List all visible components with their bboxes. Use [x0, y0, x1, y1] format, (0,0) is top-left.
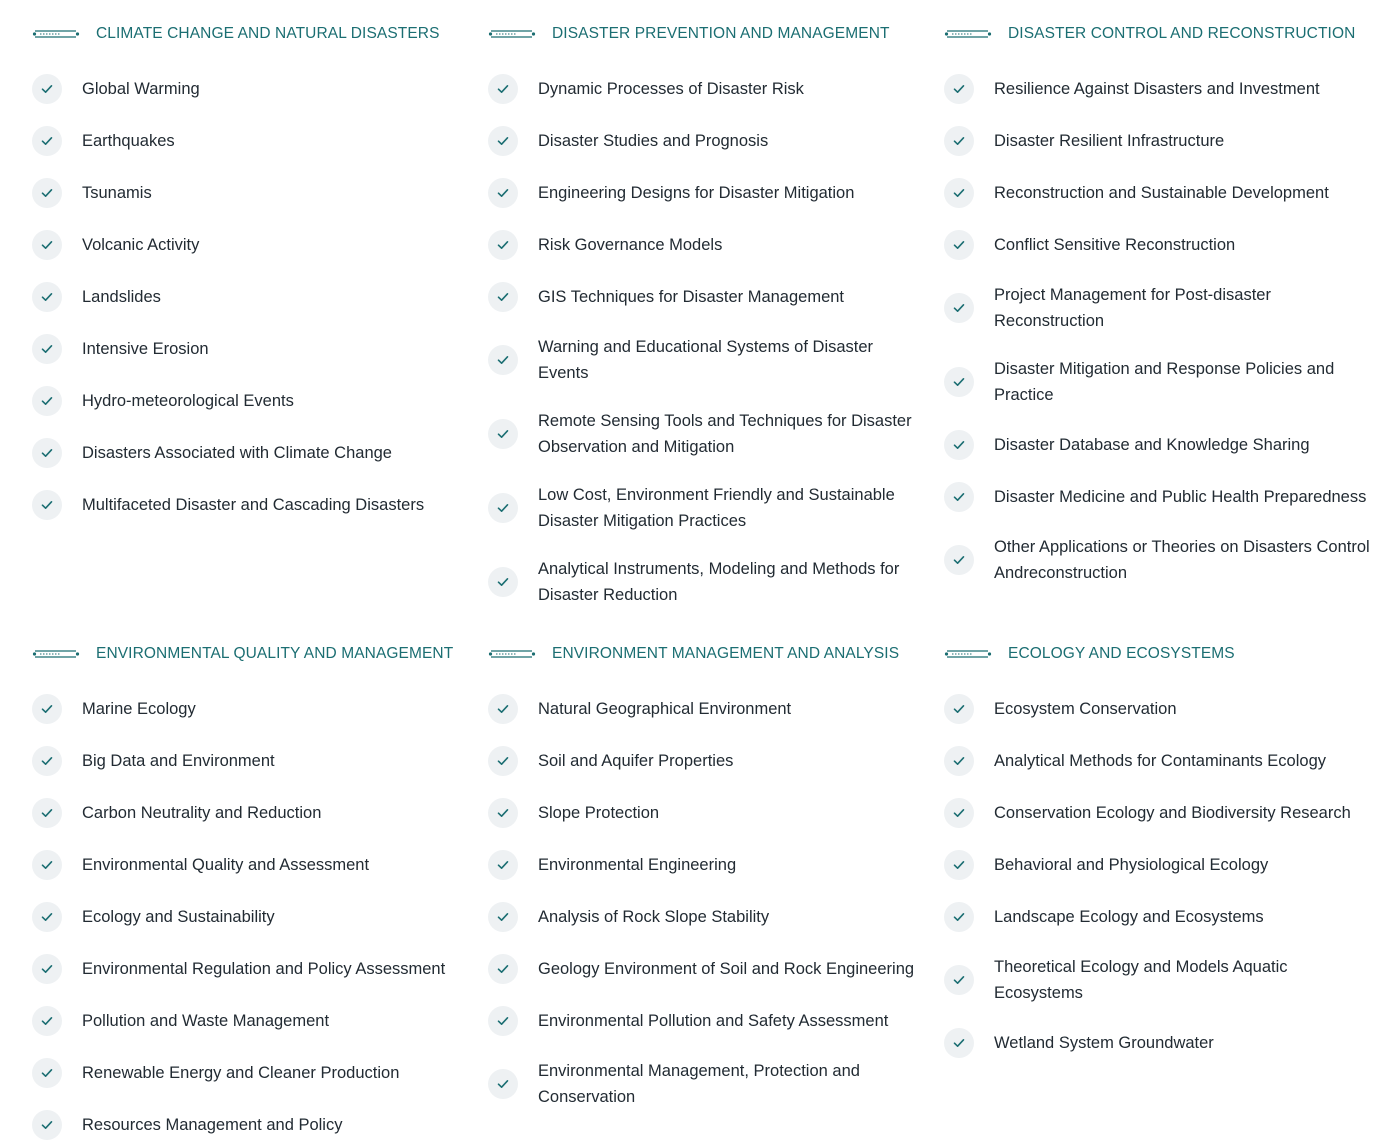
checkmark-icon [32, 438, 62, 468]
list-item-label: Analytical Methods for Contaminants Ecology [994, 752, 1326, 770]
list-item-label: Disaster Mitigation and Response Policies and Practice [994, 360, 1335, 404]
list-item [944, 1028, 1375, 1058]
list-item-label: Project Management for Post-disaster Reconstruction [994, 286, 1271, 330]
topic-section [488, 0, 944, 620]
list-item-label: Ecosystem Conservation [994, 700, 1177, 718]
circuit-line-icon [32, 646, 80, 662]
section-header [944, 642, 1375, 666]
list-item [488, 902, 944, 932]
list-item [488, 178, 944, 208]
checkmark-icon [944, 230, 974, 260]
checkmark-icon [944, 482, 974, 512]
list-item-label: Disasters Associated with Climate Change [82, 444, 392, 462]
checkmark-icon [944, 694, 974, 724]
checkmark-icon [488, 694, 518, 724]
checkmark-icon [32, 798, 62, 828]
list-item [32, 798, 488, 828]
list-item-label: Natural Geographical Environment [538, 700, 792, 718]
list-item-label: Volcanic Activity [82, 236, 200, 254]
section-title: ENVIRONMENTAL QUALITY AND MANAGEMENT [96, 645, 454, 662]
list-item-label: Disaster Medicine and Public Health Preparedness [994, 488, 1367, 506]
list-item-label: Conflict Sensitive Reconstruction [994, 236, 1236, 254]
list-item-label: Disaster Studies and Prognosis [538, 132, 769, 150]
list-item [488, 230, 944, 260]
list-item-label: Soil and Aquifer Properties [538, 752, 734, 770]
checkmark-icon [32, 1058, 62, 1088]
circuit-line-icon [944, 26, 992, 42]
checkmark-icon [32, 126, 62, 156]
section-header [488, 22, 944, 46]
list-item-label: Wetland System Groundwater [994, 1034, 1214, 1052]
list-item-label: Behavioral and Physiological Ecology [994, 856, 1269, 874]
list-item [944, 282, 1375, 334]
list-item [944, 482, 1375, 512]
list-item-label: Multifaceted Disaster and Cascading Disasters [82, 496, 425, 514]
list-item-label: Landscape Ecology and Ecosystems [994, 908, 1264, 926]
list-item [944, 850, 1375, 880]
list-item-label: Global Warming [82, 80, 200, 98]
section-title: ECOLOGY AND ECOSYSTEMS [1008, 645, 1235, 662]
list-item [944, 694, 1375, 724]
list-item [32, 1006, 488, 1036]
list-item [944, 798, 1375, 828]
checkmark-icon [944, 178, 974, 208]
topic-list [944, 694, 1375, 1058]
checkmark-icon [488, 798, 518, 828]
checkmark-icon [488, 126, 518, 156]
list-item [944, 126, 1375, 156]
list-item [32, 386, 488, 416]
list-item [944, 746, 1375, 776]
checkmark-icon [488, 567, 518, 597]
list-item-label: Dynamic Processes of Disaster Risk [538, 80, 804, 98]
list-item-label: Landslides [82, 288, 161, 306]
topic-section [32, 0, 488, 620]
checkmark-icon [488, 230, 518, 260]
list-item [944, 534, 1375, 586]
list-item [32, 126, 488, 156]
checkmark-icon [32, 1110, 62, 1140]
list-item-label: Remote Sensing Tools and Techniques for Disaster Observation and Mitigation [538, 412, 912, 456]
list-item-label: Environmental Quality and Assessment [82, 856, 370, 874]
list-item [944, 954, 1375, 1006]
list-item [944, 230, 1375, 260]
list-item [488, 126, 944, 156]
list-item [944, 178, 1375, 208]
list-item [32, 178, 488, 208]
list-item-label: Geology Environment of Soil and Rock Engineering [538, 960, 915, 978]
list-item-label: Big Data and Environment [82, 752, 275, 770]
list-item-label: Hydro-meteorological Events [82, 392, 294, 410]
list-item-label: Theoretical Ecology and Models Aquatic Ecosystems [994, 958, 1288, 1002]
checkmark-icon [944, 126, 974, 156]
list-item [32, 1058, 488, 1088]
topic-list [488, 74, 944, 608]
section-title: CLIMATE CHANGE AND NATURAL DISASTERS [96, 25, 440, 42]
topic-section [944, 0, 1375, 620]
list-item [488, 408, 944, 460]
list-item-label: Renewable Energy and Cleaner Production [82, 1064, 400, 1082]
list-item-label: Pollution and Waste Management [82, 1012, 330, 1030]
topic-section [944, 620, 1375, 1137]
checkmark-icon [944, 965, 974, 995]
list-item [944, 902, 1375, 932]
list-item [32, 902, 488, 932]
list-item-label: Tsunamis [82, 184, 152, 202]
list-item-label: Resources Management and Policy [82, 1116, 343, 1134]
list-item-label: Conservation Ecology and Biodiversity Research [994, 804, 1351, 822]
checkmark-icon [488, 902, 518, 932]
checkmark-icon [488, 282, 518, 312]
list-item-label: Environmental Pollution and Safety Assessment [538, 1012, 889, 1030]
checkmark-icon [488, 850, 518, 880]
list-item-label: Risk Governance Models [538, 236, 723, 254]
list-item [32, 1110, 488, 1140]
topic-list [32, 694, 488, 1140]
list-item-label: Environmental Regulation and Policy Assessment [82, 960, 446, 978]
checkmark-icon [32, 230, 62, 260]
topic-list [32, 74, 488, 520]
list-item-label: GIS Techniques for Disaster Management [538, 288, 845, 306]
list-item-label: Environmental Management, Protection and Conservation [538, 1062, 860, 1106]
list-item [32, 850, 488, 880]
list-item-label: Reconstruction and Sustainable Development [994, 184, 1329, 202]
list-item-label: Earthquakes [82, 132, 175, 150]
list-item [32, 334, 488, 364]
circuit-line-icon [32, 26, 80, 42]
list-item-label: Slope Protection [538, 804, 660, 822]
checkmark-icon [32, 74, 62, 104]
checkmark-icon [944, 430, 974, 460]
checkmark-icon [32, 850, 62, 880]
list-item [488, 694, 944, 724]
topic-section [488, 620, 944, 1137]
checkmark-icon [944, 746, 974, 776]
checkmark-icon [488, 178, 518, 208]
section-header [32, 642, 488, 666]
topic-list [944, 74, 1375, 586]
checkmark-icon [944, 850, 974, 880]
list-item [32, 282, 488, 312]
topic-list [488, 694, 944, 1110]
circuit-line-icon [944, 646, 992, 662]
list-item [32, 230, 488, 260]
checkmark-icon [32, 178, 62, 208]
list-item [488, 850, 944, 880]
checkmark-icon [32, 386, 62, 416]
checkmark-icon [944, 545, 974, 575]
list-item-label: Marine Ecology [82, 700, 196, 718]
list-item [944, 430, 1375, 460]
list-item-label: Environmental Engineering [538, 856, 737, 874]
list-item-label: Low Cost, Environment Friendly and Sustainable Disaster Mitigation Practices [538, 486, 895, 530]
circuit-line-icon [488, 26, 536, 42]
list-item [32, 694, 488, 724]
checkmark-icon [32, 490, 62, 520]
checkmark-icon [32, 954, 62, 984]
list-item [944, 356, 1375, 408]
list-item-label: Disaster Resilient Infrastructure [994, 132, 1225, 150]
list-item [488, 74, 944, 104]
checkmark-icon [32, 334, 62, 364]
list-item [488, 798, 944, 828]
list-item-label: Ecology and Sustainability [82, 908, 275, 926]
list-item [32, 438, 488, 468]
list-item [32, 746, 488, 776]
list-item [488, 556, 944, 608]
checkmark-icon [488, 419, 518, 449]
checkmark-icon [488, 1069, 518, 1099]
list-item [32, 74, 488, 104]
list-item [488, 482, 944, 534]
list-item-label: Intensive Erosion [82, 340, 209, 358]
checkmark-icon [488, 74, 518, 104]
checkmark-icon [944, 798, 974, 828]
checkmark-icon [32, 902, 62, 932]
checkmark-icon [488, 1006, 518, 1036]
list-item [488, 1006, 944, 1036]
section-title: DISASTER PREVENTION AND MANAGEMENT [552, 25, 890, 42]
checkmark-icon [488, 345, 518, 375]
checkmark-icon [488, 954, 518, 984]
list-item [944, 74, 1375, 104]
list-item [488, 954, 944, 984]
list-item-label: Resilience Against Disasters and Investment [994, 80, 1320, 98]
section-title: DISASTER CONTROL AND RECONSTRUCTION [1008, 25, 1356, 42]
section-header [488, 642, 944, 666]
checkmark-icon [488, 493, 518, 523]
list-item [32, 954, 488, 984]
checkmark-icon [32, 746, 62, 776]
list-item-label: Analysis of Rock Slope Stability [538, 908, 770, 926]
list-item [32, 490, 488, 520]
section-header [32, 22, 488, 46]
list-item-label: Analytical Instruments, Modeling and Methods for Disaster Reduction [538, 560, 900, 604]
checkmark-icon [944, 1028, 974, 1058]
checkmark-icon [944, 293, 974, 323]
list-item-label: Warning and Educational Systems of Disaster Events [538, 338, 874, 382]
checkmark-icon [488, 746, 518, 776]
section-header [944, 22, 1375, 46]
list-item [488, 1058, 944, 1110]
list-item [488, 746, 944, 776]
topic-section [32, 620, 488, 1137]
circuit-line-icon [488, 646, 536, 662]
list-item [488, 282, 944, 312]
section-title: ENVIRONMENT MANAGEMENT AND ANALYSIS [552, 645, 900, 662]
list-item-label: Carbon Neutrality and Reduction [82, 804, 322, 822]
checkmark-icon [32, 1006, 62, 1036]
checkmark-icon [32, 694, 62, 724]
list-item [488, 334, 944, 386]
checkmark-icon [944, 74, 974, 104]
checkmark-icon [32, 282, 62, 312]
list-item-label: Other Applications or Theories on Disasters Control Andreconstruction [994, 538, 1370, 582]
checkmark-icon [944, 367, 974, 397]
list-item-label: Engineering Designs for Disaster Mitigation [538, 184, 855, 202]
list-item-label: Disaster Database and Knowledge Sharing [994, 436, 1310, 454]
checkmark-icon [944, 902, 974, 932]
